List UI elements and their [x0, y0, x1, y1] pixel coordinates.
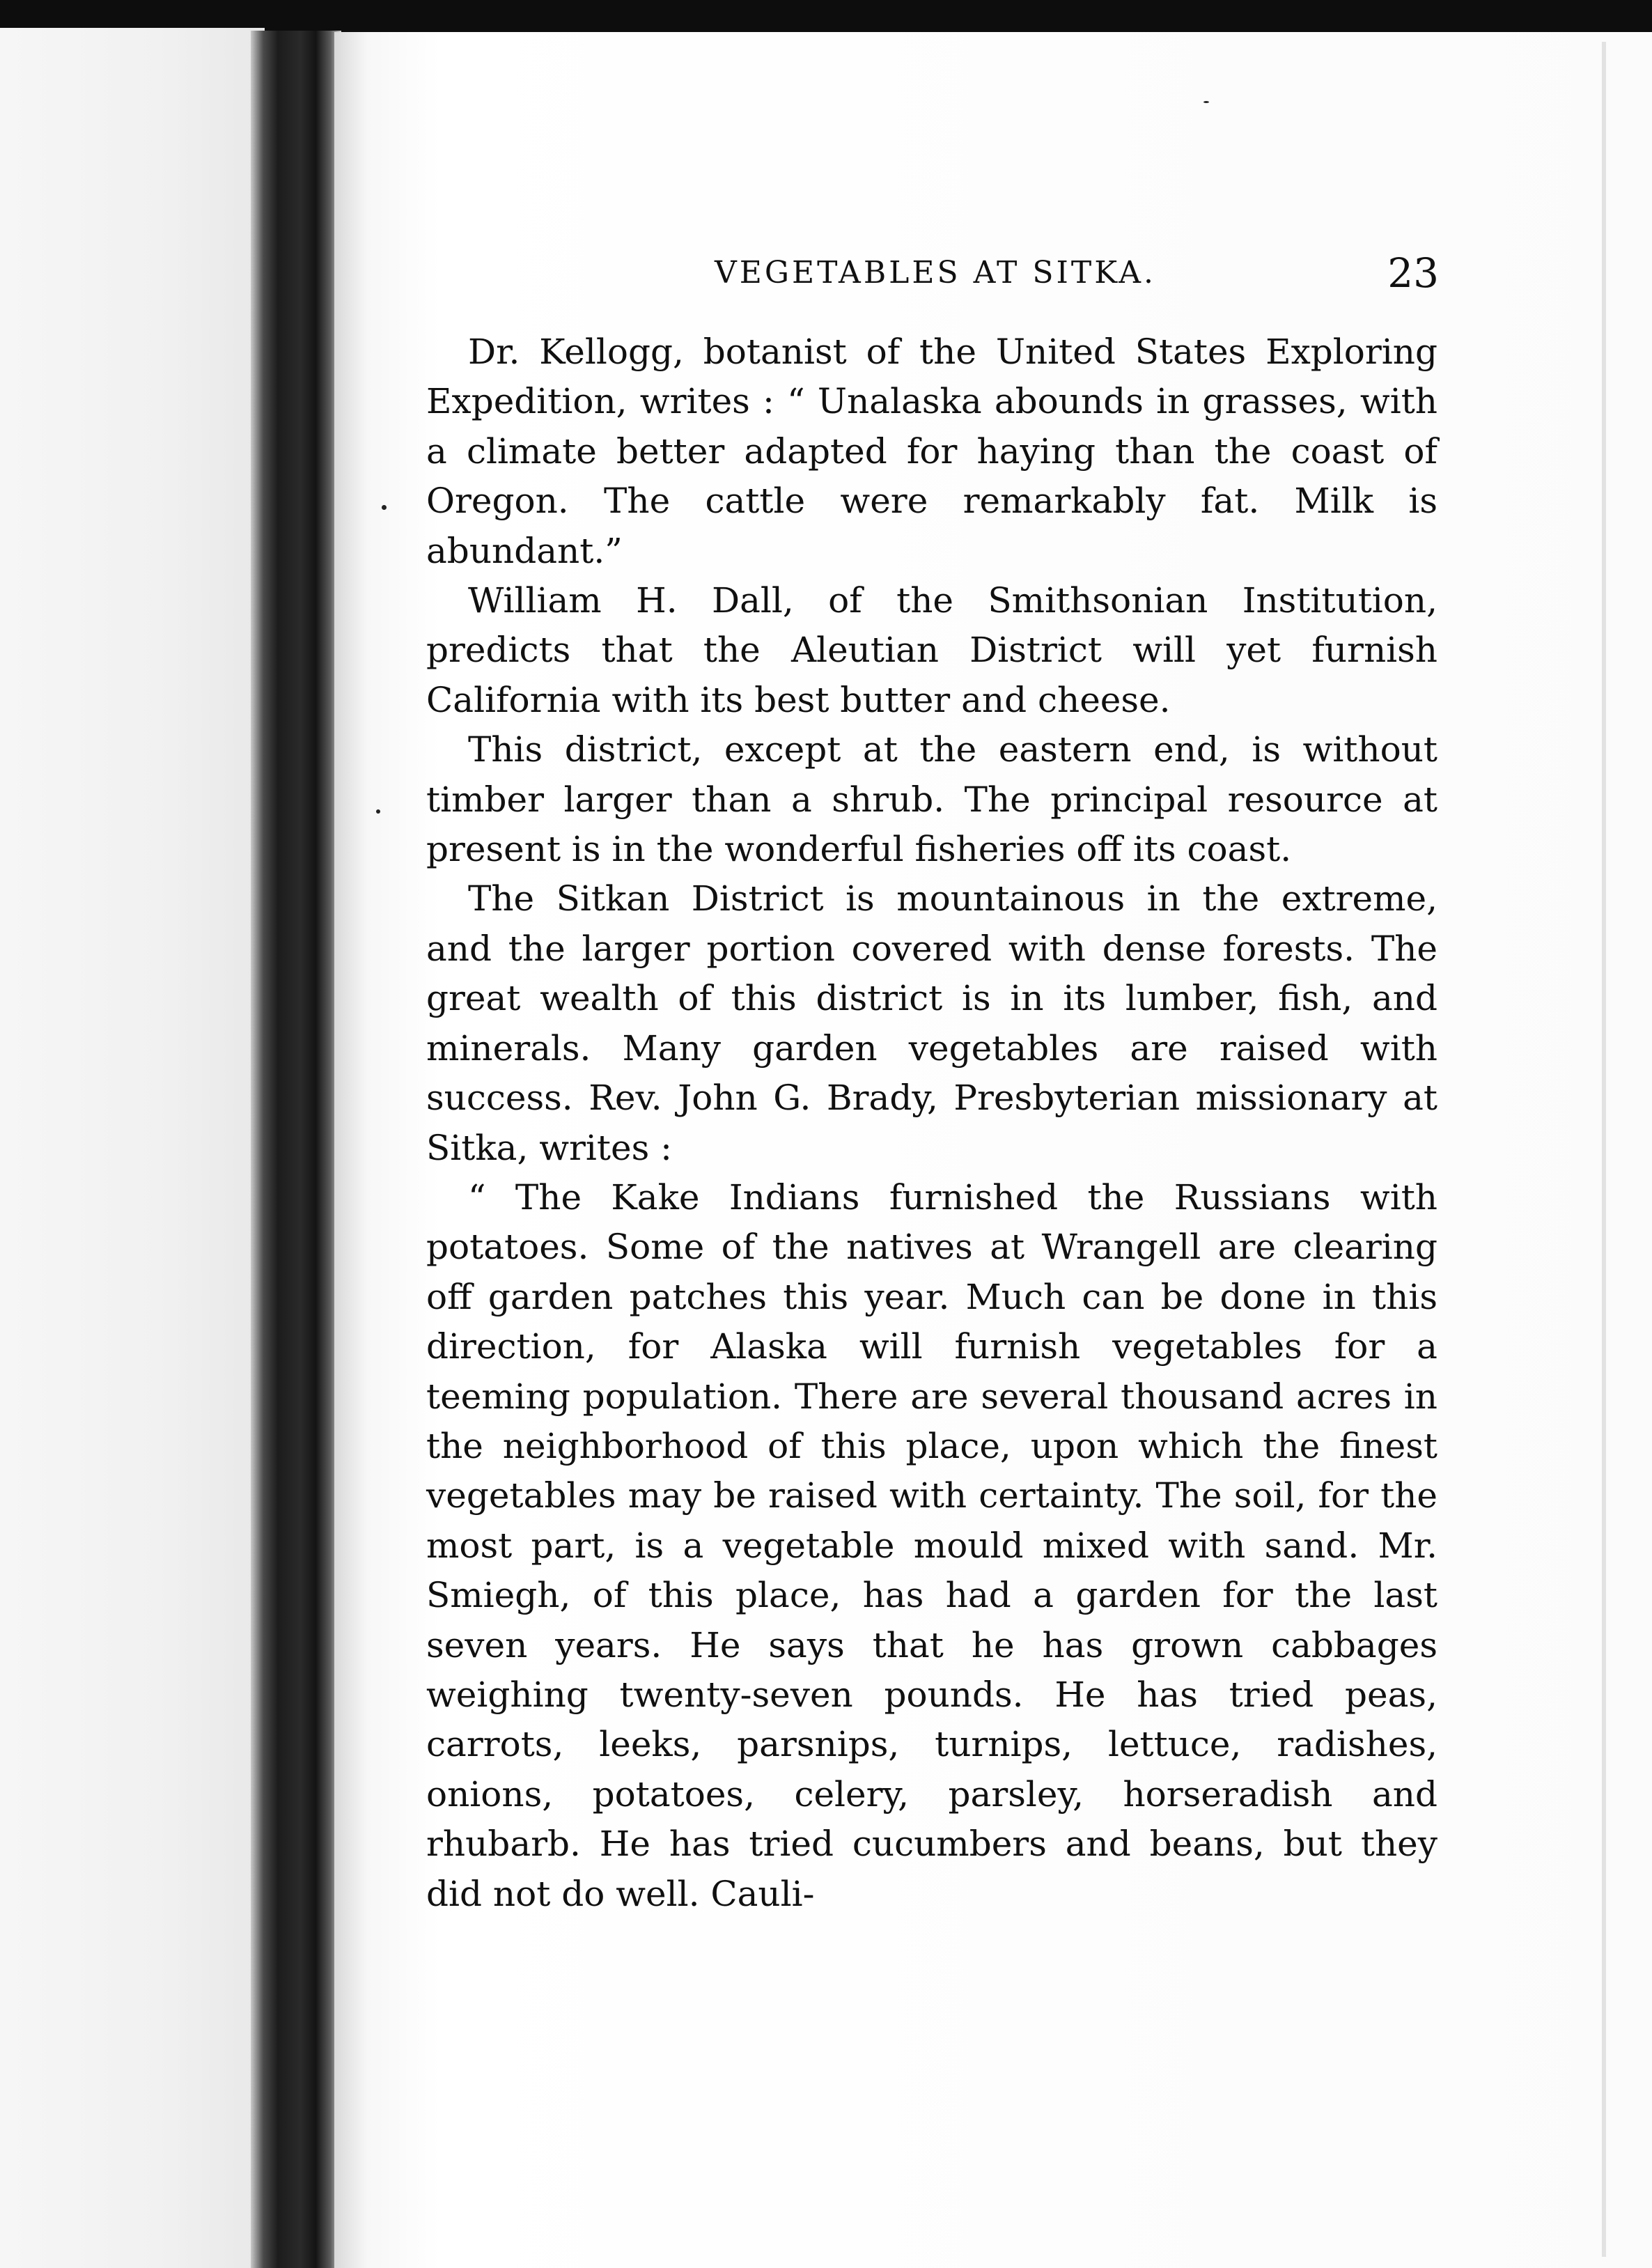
- paragraph: William H. Dall, of the Smithsonian Institution, predicts that the Aleutian District will yet furnish California with its best butter and cheese.: [426, 580, 1437, 720]
- paragraph: The Sitkan District is mountainous in the extreme, and the larger portion covered with dense forests. The great wealth of this district is in its lumber, fish, and minerals. Many garden vegetables are raised with success. Rev. John G. Brady, Presbyterian missionary at Sitka, writes :: [426, 878, 1437, 1168]
- page-edge: [1602, 42, 1606, 2257]
- paragraph: Dr. Kellogg, botanist of the United States Exploring Expedition, writes : “ Unalaska abounds in grasses, with a climate better adapted for haying than the coast of Oregon. The cattle were remarkably fat. Milk is abundant.”: [426, 332, 1437, 571]
- running-head-title: VEGETABLES AT SITKA.: [714, 255, 1157, 290]
- paragraph: “ The Kake Indians furnished the Russians with potatoes. Some of the natives at Wrangell are clearing off garden patches this year. Much can be done in this direction, for Alaska will furnish vegetables for a teeming population. There are several thousand acres in the neighborhood of this place, upon which the finest vegetables may be raised with certainty. The soil, for the most part, is a vegetable mould mixed with sand. Mr. Smiegh, of this place, has had a garden for the last seven years. He says that he has grown cabbages weighing twenty-seven pounds. He has tried peas, carrots, leeks, parsnips, turnips, lettuce, radishes, onions, potatoes, celery, parsley, horseradish and rhubarb. He has tried cucumbers and beans, but they did not do well. Cauli-: [426, 1176, 1437, 1914]
- paragraph: This district, except at the eastern end, is without timber larger than a shrub. The principal resource at present is in the wonderful fisheries off its coast.: [426, 729, 1437, 870]
- book-gutter: [251, 31, 341, 2268]
- dust-speck: [382, 505, 387, 510]
- dust-speck: [1203, 101, 1209, 103]
- dust-speck: [376, 809, 380, 814]
- facing-page-edge: [0, 28, 265, 2268]
- page-body: [426, 327, 1437, 1919]
- page-number: 23: [1387, 249, 1439, 297]
- running-head: [432, 245, 1439, 301]
